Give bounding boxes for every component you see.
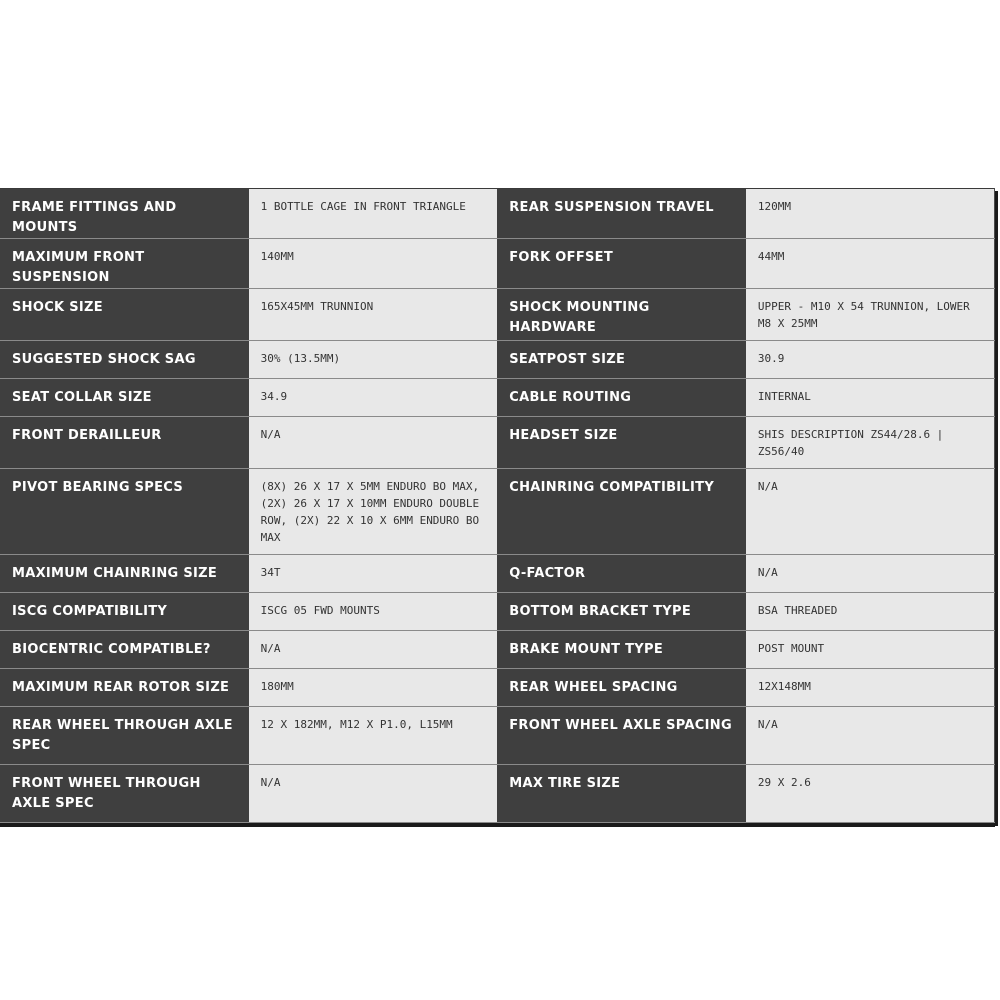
left-spec-value: ISCG 05 FWD MOUNTS <box>249 593 498 631</box>
spec-table <box>0 188 995 823</box>
left-spec-value: 34T <box>249 555 498 593</box>
left-spec-label: SUGGESTED SHOCK SAG <box>0 341 249 379</box>
left-spec-label: ISCG COMPATIBILITY <box>0 593 249 631</box>
right-spec-value: N/A <box>746 555 995 593</box>
right-spec-label: Q-FACTOR <box>497 555 746 593</box>
left-spec-label: SEAT COLLAR SIZE <box>0 379 249 417</box>
left-spec-value: N/A <box>249 765 498 823</box>
right-spec-label: SEATPOST SIZE <box>497 341 746 379</box>
right-spec-label: FORK OFFSET <box>497 239 746 289</box>
right-spec-value: INTERNAL <box>746 379 995 417</box>
right-spec-label: BRAKE MOUNT TYPE <box>497 631 746 669</box>
left-spec-label: MAXIMUM REAR ROTOR SIZE <box>0 669 249 707</box>
spec-table-body <box>0 189 995 823</box>
right-spec-label: CABLE ROUTING <box>497 379 746 417</box>
spec-row <box>0 341 995 379</box>
right-spec-label: SHOCK MOUNTING HARDWARE <box>497 289 746 341</box>
right-spec-value: 44MM <box>746 239 995 289</box>
right-spec-value: 120MM <box>746 189 995 239</box>
spec-row <box>0 765 995 823</box>
right-spec-label: CHAINRING COMPATIBILITY <box>497 469 746 555</box>
left-spec-value: 140MM <box>249 239 498 289</box>
spec-row <box>0 239 995 289</box>
right-spec-label: MAX TIRE SIZE <box>497 765 746 823</box>
left-spec-label: REAR WHEEL THROUGH AXLE SPEC <box>0 707 249 765</box>
spec-row <box>0 379 995 417</box>
left-spec-label: SHOCK SIZE <box>0 289 249 341</box>
spec-row <box>0 289 995 341</box>
right-spec-value: N/A <box>746 707 995 765</box>
left-spec-label: FRAME FITTINGS AND MOUNTS <box>0 189 249 239</box>
spec-row <box>0 669 995 707</box>
right-spec-value: POST MOUNT <box>746 631 995 669</box>
right-spec-label: REAR SUSPENSION TRAVEL <box>497 189 746 239</box>
right-spec-value: BSA THREADED <box>746 593 995 631</box>
right-spec-label: FRONT WHEEL AXLE SPACING <box>497 707 746 765</box>
left-spec-label: FRONT DERAILLEUR <box>0 417 249 469</box>
right-spec-value: 30.9 <box>746 341 995 379</box>
spec-row <box>0 417 995 469</box>
right-spec-value: SHIS DESCRIPTION ZS44/28.6 | ZS56/40 <box>746 417 995 469</box>
left-spec-label: MAXIMUM FRONT SUSPENSION <box>0 239 249 289</box>
left-spec-value: 34.9 <box>249 379 498 417</box>
left-spec-label: FRONT WHEEL THROUGH AXLE SPEC <box>0 765 249 823</box>
left-spec-label: MAXIMUM CHAINRING SIZE <box>0 555 249 593</box>
spec-row <box>0 555 995 593</box>
left-spec-value: N/A <box>249 417 498 469</box>
right-spec-value: 29 X 2.6 <box>746 765 995 823</box>
right-spec-value: N/A <box>746 469 995 555</box>
left-spec-value: 1 BOTTLE CAGE IN FRONT TRIANGLE <box>249 189 498 239</box>
left-spec-value: 180MM <box>249 669 498 707</box>
right-spec-label: REAR WHEEL SPACING <box>497 669 746 707</box>
spec-row <box>0 631 995 669</box>
left-spec-value: N/A <box>249 631 498 669</box>
left-spec-value: 12 X 182MM, M12 X P1.0, L15MM <box>249 707 498 765</box>
right-spec-value: UPPER - M10 X 54 TRUNNION, LOWER M8 X 25MM <box>746 289 995 341</box>
left-spec-value: (8X) 26 X 17 X 5MM ENDURO BO MAX, (2X) 26 X 17 X 10MM ENDURO DOUBLE ROW, (2X) 22 X 10 X 6MM ENDURO BO MAX <box>249 469 498 555</box>
left-spec-value: 30% (13.5MM) <box>249 341 498 379</box>
left-spec-value: 165X45MM TRUNNION <box>249 289 498 341</box>
right-spec-label: BOTTOM BRACKET TYPE <box>497 593 746 631</box>
spec-row <box>0 189 995 239</box>
left-spec-label: PIVOT BEARING SPECS <box>0 469 249 555</box>
spec-row <box>0 593 995 631</box>
left-spec-label: BIOCENTRIC COMPATIBLE? <box>0 631 249 669</box>
spec-row <box>0 707 995 765</box>
right-spec-value: 12X148MM <box>746 669 995 707</box>
right-spec-label: HEADSET SIZE <box>497 417 746 469</box>
spec-row <box>0 469 995 555</box>
